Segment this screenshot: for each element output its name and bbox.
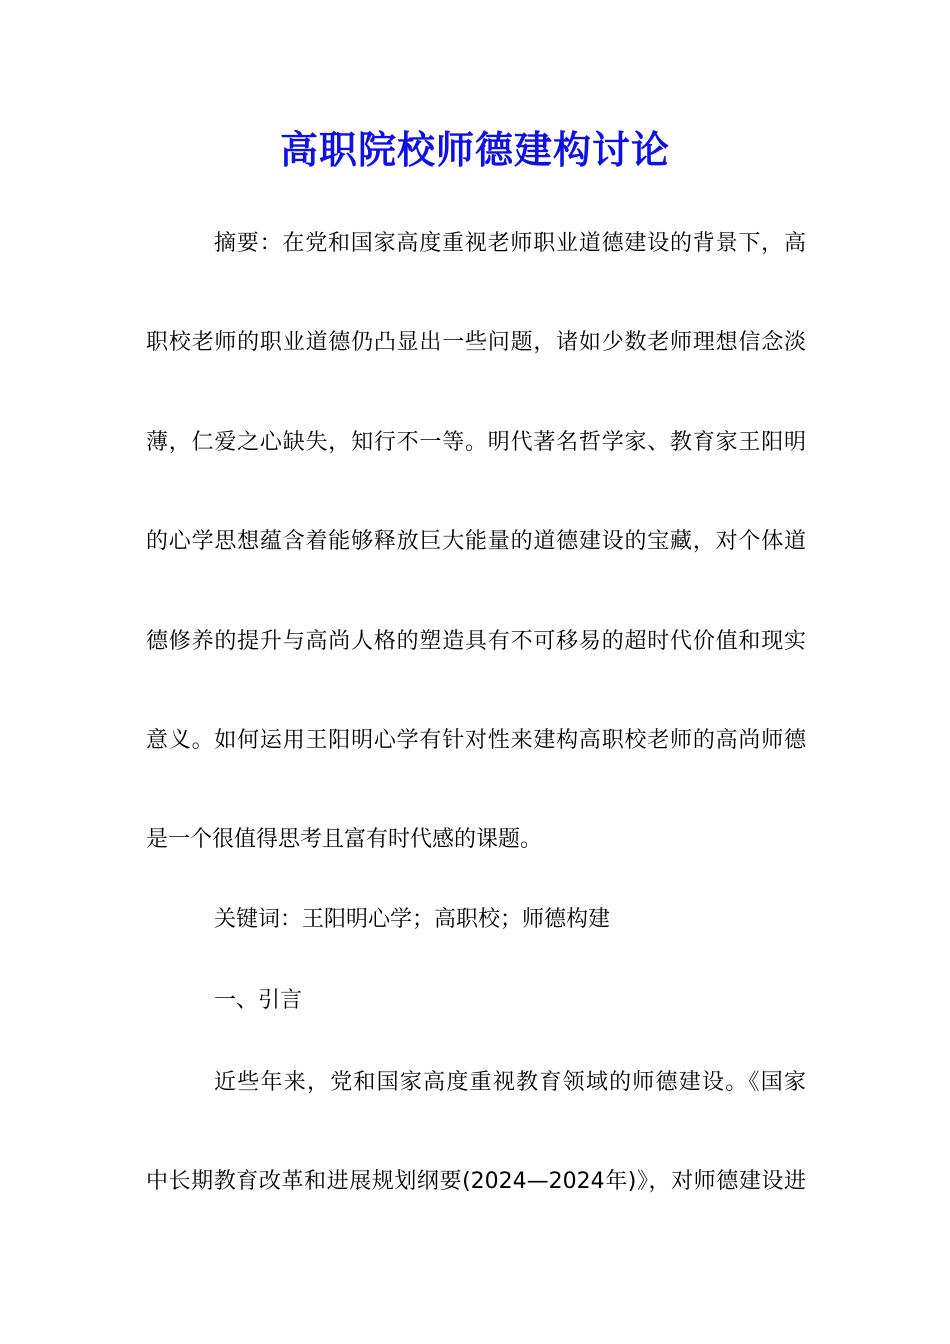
abstract-line-3: 薄，仁爱之心缺失，知行不一等。明代著名哲学家、教育家王阳明: [146, 430, 806, 455]
intro-line-1: 近些年来，党和国家高度重视教育领域的师德建设。《国家: [214, 1070, 806, 1095]
document-title: 高职院校师德建构讨论: [279, 127, 670, 172]
abstract-line-7: 是一个很值得思考且富有时代感的课题。: [146, 827, 543, 852]
section-heading: 一、引言: [214, 988, 303, 1013]
abstract-line-1: 摘要：在党和国家高度重视老师职业道德建设的背景下，高: [214, 231, 806, 256]
abstract-line-2: 职校老师的职业道德仍凸显出一些问题，诸如少数老师理想信念淡: [146, 330, 806, 355]
abstract-line-4: 的心学思想蕴含着能够释放巨大能量的道德建设的宝藏，对个体道: [146, 529, 806, 554]
abstract-line-5: 德修养的提升与高尚人格的塑造具有不可移易的超时代价值和现实: [146, 629, 806, 654]
intro-line-2: 中长期教育改革和进展规划纲要(2024—2024年)》，对师德建设进: [146, 1169, 806, 1194]
keywords: 关键词：王阳明心学；高职校；师德构建: [214, 907, 611, 932]
abstract-line-6: 意义。如何运用王阳明心学有针对性来建构高职校老师的高尚师德: [146, 728, 806, 753]
